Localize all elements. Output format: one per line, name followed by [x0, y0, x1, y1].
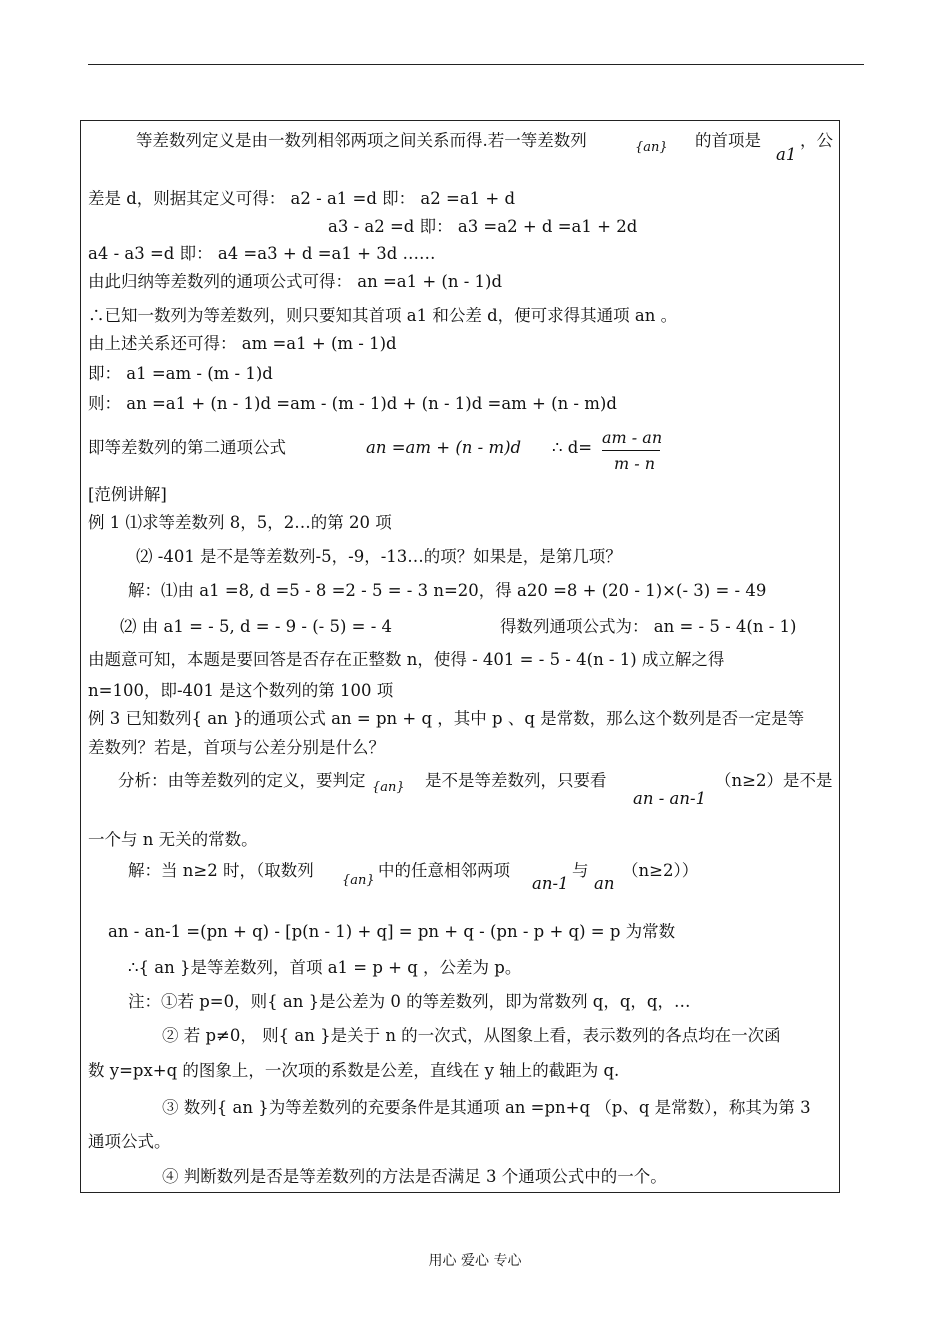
difference-expr: an - an-1	[633, 789, 707, 808]
text-line-1e: ，公	[800, 131, 833, 150]
text-line-6: ∴已知一数列为等差数列，则只要知其首项 a1 和公差 d，便可求得其通项 an 。	[88, 306, 678, 325]
text-line-15a: ⑵ 由 a1 = - 5, d = - 9 - (- 5) = - 4	[120, 617, 393, 636]
text-line-19: 差数列？若是，首项与公差分别是什么？	[88, 738, 385, 757]
text-line-15b: 得数列通项公式为： an = - 5 - 4(n - 1)	[500, 617, 797, 636]
set-an-2: {an}	[372, 780, 405, 795]
text-line-29: 通项公式。	[88, 1132, 171, 1151]
text-line-25: 注：①若 p=0，则{ an }是公差为 0 的等差数列，即为常数列 q，q，q，…	[128, 992, 691, 1011]
page-footer: 用心 爱心 专心	[428, 1253, 522, 1269]
term-an: an	[594, 874, 615, 893]
text-line-27: 数 y=px+q 的图象上，一次项的系数是公差，直线在 y 轴上的截距为 q.	[88, 1061, 620, 1080]
text-line-24: ∴{ an }是等差数列，首项 a1 = p + q ，公差为 p。	[128, 958, 522, 977]
term-an-1: an-1	[532, 874, 569, 893]
text-line-16: 由题意可知，本题是要回答是否存在正整数 n，使得 - 401 = - 5 - 4(n - 1) 成立解之得	[88, 650, 725, 669]
text-line-30: ④ 判断数列是否是等差数列的方法是否满足 3 个通项公式中的一个。	[162, 1167, 667, 1186]
header-rule	[88, 64, 864, 65]
fraction-bar	[602, 450, 660, 451]
text-line-3: a3 - a2 =d 即： a3 =a2 + d =a1 + 2d	[328, 217, 638, 236]
text-line-12: 例 1 ⑴求等差数列 8，5，2…的第 20 项	[88, 513, 392, 532]
fraction-denominator: m - n	[614, 454, 656, 473]
therefore-d: ∴ d=	[552, 438, 593, 457]
text-line-18: 例 3 已知数列{ an }的通项公式 an = pn + q ，其中 p 、q 是常数，那么这个数列是否一定是等	[88, 709, 805, 728]
text-line-5: 由此归纳等差数列的通项公式可得： an =a1 + (n - 1)d	[88, 272, 503, 291]
text-line-4: a4 - a3 =d 即： a4 =a3 + d =a1 + 3d ……	[88, 244, 436, 263]
second-formula: an =am + (n - m)d	[366, 438, 522, 457]
set-an-3: {an}	[342, 873, 375, 888]
text-line-23: an - an-1 =(pn + q) - [p(n - 1) + q] = pn + q - (pn - p + q) = p 为常数	[108, 922, 676, 941]
text-line-28: ③ 数列{ an }为等差数列的充要条件是其通项 an =pn+q （p、q 是常数），称其为第 3	[162, 1098, 811, 1117]
text-line-22a: 解：当 n≥2 时，（取数列	[128, 861, 314, 880]
text-line-22c: 中的任意相邻两项	[378, 861, 510, 880]
text-line-20c: 是不是等差数列，只要看	[425, 771, 607, 790]
text-line-14: 解：⑴由 a1 =8, d =5 - 8 =2 - 5 = - 3 n=20，得 a20 =8 + (20 - 1)×(- 3) = - 49	[128, 581, 767, 600]
section-title: [范例讲解]	[88, 485, 167, 504]
text-line-9: 则： an =a1 + (n - 1)d =am - (m - 1)d + (n - 1)d =am + (n - m)d	[88, 394, 617, 413]
set-an-1: {an}	[635, 140, 668, 155]
text-line-17: n=100，即-401 是这个数列的第 100 项	[88, 681, 394, 700]
text-line-22e: 与	[572, 861, 589, 880]
text-line-8: 即： a1 =am - (m - 1)d	[88, 364, 273, 383]
text-line-20e: （n≥2）是不是	[715, 771, 833, 790]
a1-symbol: a1	[776, 145, 797, 164]
text-line-13: ⑵ -401 是不是等差数列-5，-9，-13…的项？如果是，是第几项？	[136, 547, 622, 566]
text-line-20a: 分析：由等差数列的定义，要判定	[118, 771, 366, 790]
text-line-1c: 的首项是	[695, 131, 761, 150]
fraction-numerator: am - an	[602, 428, 663, 447]
text-line-22g: （n≥2））	[622, 861, 699, 880]
text-line-10a: 即等差数列的第二通项公式	[88, 438, 286, 457]
text-line-26: ② 若 p≠0， 则{ an }是关于 n 的一次式，从图象上看，表示数列的各点均在一次函	[162, 1026, 781, 1045]
d-fraction	[602, 428, 664, 478]
text-line-7: 由上述关系还可得： am =a1 + (m - 1)d	[88, 334, 397, 353]
text-line-2: 差是 d，则据其定义可得： a2 - a1 =d 即： a2 =a1 + d	[88, 189, 516, 208]
text-line-21: 一个与 n 无关的常数。	[88, 830, 258, 849]
text-line-1a: 等差数列定义是由一数列相邻两项之间关系而得.若一等差数列	[136, 131, 587, 150]
